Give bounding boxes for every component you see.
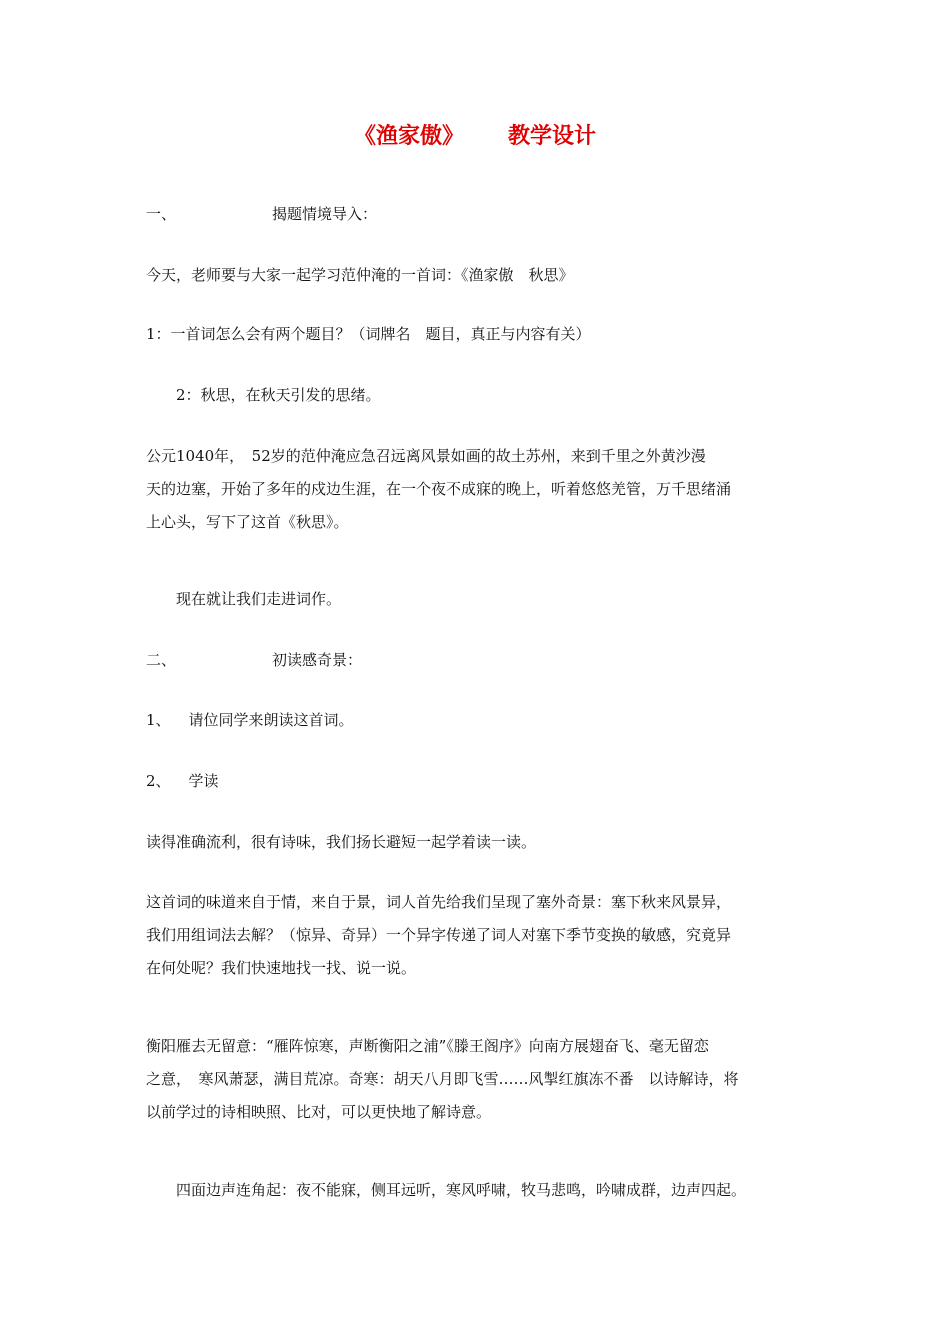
question-1: 1：一首词怎么会有两个题目？（词牌名 题目，真正与内容有关） — [146, 325, 591, 343]
hengyang-line: 以前学过的诗相映照、比对，可以更快地了解诗意。 — [146, 1103, 492, 1121]
section-1-number: 一、 — [146, 205, 177, 223]
hengyang-paragraph — [146, 1030, 826, 1129]
background-line: 天的边塞，开始了多年的戍边生涯，在一个夜不成寐的晚上，听着悠悠羌管，万千思绪涌 — [146, 480, 732, 498]
analysis-paragraph — [146, 886, 826, 985]
background-line: 公元1040年， 52岁的范仲淹应急召远离风景如画的故土苏州，来到千里之外黄沙漫 — [146, 447, 706, 465]
step-1 — [146, 708, 354, 732]
background-paragraph — [146, 440, 826, 539]
section-1-heading — [146, 202, 377, 226]
hengyang-line: 之意， 寒风萧瑟，满目荒凉。奇寒：胡天八月即飞雪……风掣红旗冻不番 以诗解诗，将 — [146, 1070, 739, 1088]
analysis-line: 我们用组词法去解？（惊异、奇异）一个异字传递了词人对塞下季节变换的敏感，究竟异 — [146, 926, 732, 944]
analysis-line: 在何处呢？我们快速地找一找、说一说。 — [146, 959, 417, 977]
step-2 — [146, 769, 219, 793]
title-subtitle: 教学设计 — [508, 124, 597, 149]
hengyang-line: 衡阳雁去无留意：“雁阵惊寒，声断衡阳之浦”《滕王阁序》向南方展翅奋飞、毫无留恋 — [146, 1037, 709, 1055]
analysis-line: 这首词的味道来自于情，来自于景，词人首先给我们呈现了塞外奇景：塞下秋来风景异， — [146, 893, 732, 911]
section-2-heading — [146, 648, 362, 672]
step-2-number: 2、 — [146, 772, 171, 790]
step-2-text: 学读 — [188, 772, 219, 790]
title-work-name: 《渔家傲》 — [353, 124, 464, 149]
step-1-text: 请位同学来朗读这首词。 — [188, 711, 354, 729]
section-2-title: 初读感奇景： — [272, 651, 363, 669]
document-title — [0, 121, 950, 153]
background-line: 上心头，写下了这首《秋思》。 — [146, 513, 349, 531]
section-1-title: 揭题情境导入： — [272, 205, 378, 223]
intro-paragraph: 今天，老师要与大家一起学习范仲淹的一首词：《渔家傲 秋思》 — [146, 266, 574, 284]
step-1-number: 1、 — [146, 711, 171, 729]
section-2-number: 二、 — [146, 651, 177, 669]
reading-note: 读得准确流利，很有诗味，我们扬长避短一起学着读一读。 — [146, 833, 537, 851]
question-2: 2：秋思，在秋天引发的思绪。 — [176, 386, 381, 404]
border-sounds-paragraph: 四面边声连角起：夜不能寐，侧耳远听，寒风呼啸，牧马悲鸣，吟啸成群，边声四起。 — [176, 1181, 747, 1199]
transition-text: 现在就让我们走进词作。 — [176, 590, 342, 608]
